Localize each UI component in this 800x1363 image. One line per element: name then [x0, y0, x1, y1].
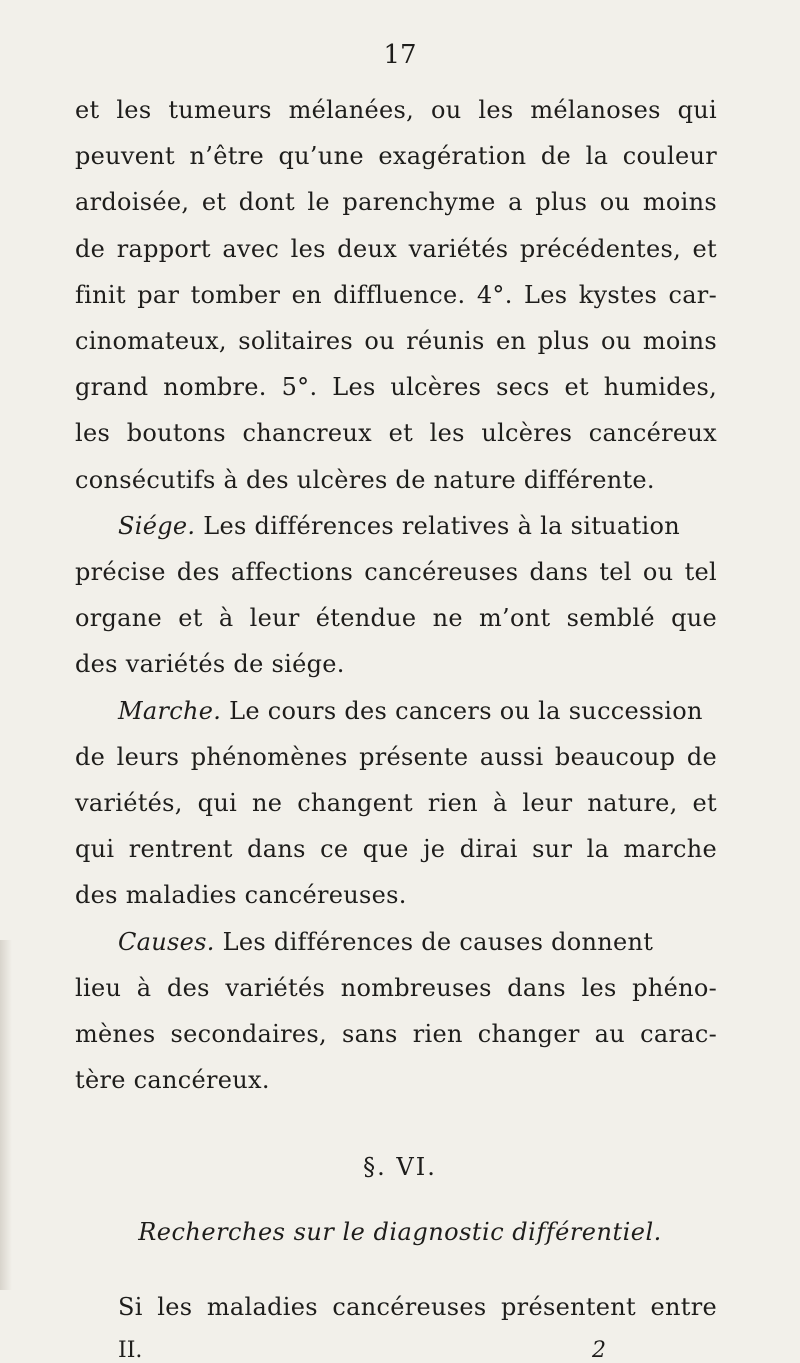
text-line: mènes secondaires, sans rien changer au carac-: [75, 1020, 717, 1048]
text-line: lieu à des variétés nombreuses dans les phéno-: [75, 973, 717, 1002]
text-line: consécutifs à des ulcères de nature différente.: [75, 465, 655, 494]
section-mark: §. VI.: [363, 1152, 437, 1181]
causes-first-line: [118, 919, 717, 965]
text-line: tère cancéreux.: [75, 1066, 270, 1095]
siege-heading: Siége.: [118, 511, 196, 540]
text-line: de leurs phénomènes présente aussi beaucoup de: [75, 742, 717, 771]
text-line: de rapport avec les deux variétés précédentes, et: [75, 234, 717, 263]
marche-text: Le cours des cancers ou la succession: [229, 696, 703, 725]
text-line: peuvent n’être qu’une exagération de la couleur: [75, 142, 717, 171]
section-first-line: Si les maladies cancéreuses présentent entre: [118, 1292, 717, 1321]
text-line: ardoisée, et dont le parenchyme a plus ou moins: [75, 188, 717, 217]
text-line: organe et à leur étendue ne m’ont semblé que: [75, 604, 717, 633]
text-line: des maladies cancéreuses.: [75, 881, 407, 910]
text-line: cinomateux, solitaires ou réunis en plus ou moins: [75, 327, 717, 355]
text-line: précise des affections cancéreuses dans tel ou tel: [75, 558, 717, 586]
text-line: et les tumeurs mélanées, ou les mélanoses qui: [75, 96, 717, 124]
text-line: finit par tomber en diffluence. 4°. Les kystes car-: [75, 280, 717, 309]
text-line: qui rentrent dans ce que je dirai sur la marche: [75, 835, 717, 864]
text-line: les boutons chancreux et les ulcères cancéreux: [75, 419, 717, 448]
siege-first-line: [118, 503, 717, 549]
marche-heading: Marche.: [118, 696, 222, 725]
siege-text: Les différences relatives à la situation: [203, 511, 680, 540]
text-line: des variétés de siége.: [75, 650, 345, 679]
text-line: grand nombre. 5°. Les ulcères secs et humides,: [75, 373, 717, 402]
text-line: variétés, qui ne changent rien à leur nature, et: [75, 789, 717, 817]
sheet-number: 2: [592, 1337, 606, 1363]
marche-first-line: [118, 688, 717, 734]
signature-mark: II.: [118, 1337, 143, 1363]
causes-text: Les différences de causes donnent: [214, 927, 654, 956]
page-number: 17: [383, 40, 417, 70]
section-title: Recherches sur le diagnostic différentiel.: [138, 1217, 662, 1246]
causes-heading: Causes.: [118, 927, 215, 956]
